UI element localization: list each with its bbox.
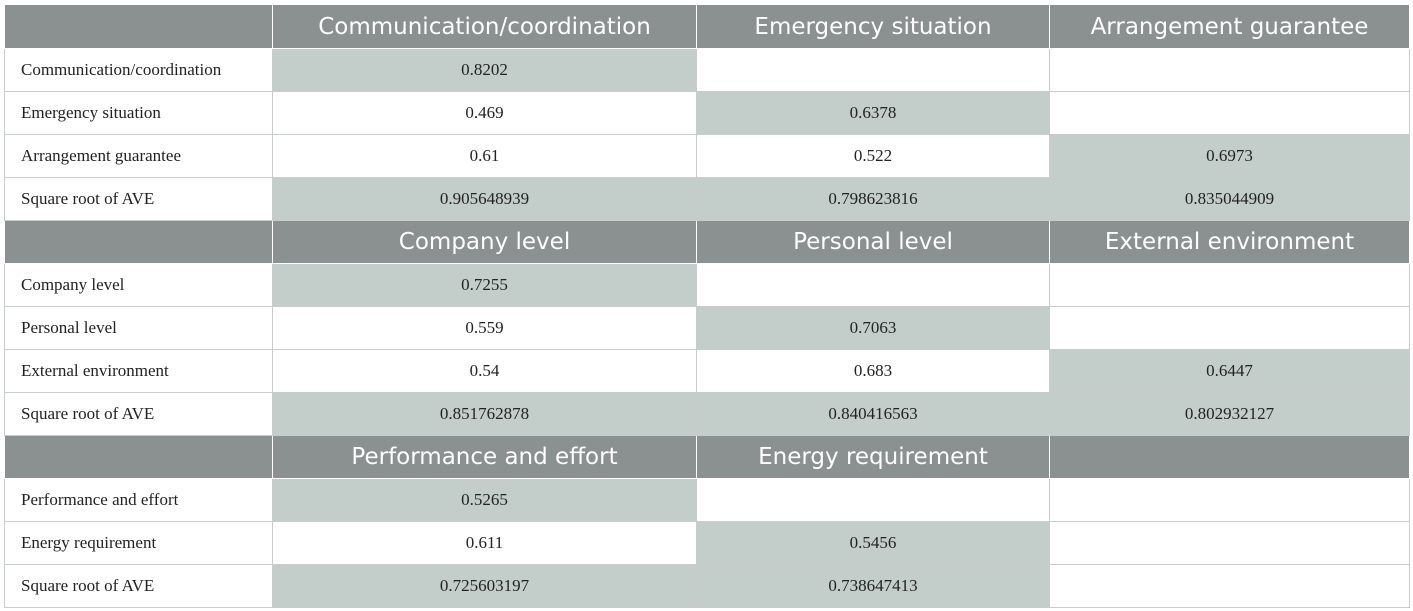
row-label: Square root of AVE — [5, 178, 273, 221]
table-cell: 0.7063 — [697, 307, 1050, 350]
header-corner-cell — [5, 221, 273, 264]
table-row — [5, 350, 1410, 393]
table-cell: 0.559 — [273, 307, 697, 350]
row-label: Communication/coordination — [5, 49, 273, 92]
table-row — [5, 178, 1410, 221]
table-row — [5, 565, 1410, 608]
table-cell: 0.851762878 — [273, 393, 697, 436]
table-row — [5, 49, 1410, 92]
table-cell: 0.798623816 — [697, 178, 1050, 221]
table-row — [5, 479, 1410, 522]
row-label: Performance and effort — [5, 479, 273, 522]
table-cell — [1050, 479, 1410, 522]
block-header-row — [5, 221, 1410, 264]
row-label: Personal level — [5, 307, 273, 350]
table-row — [5, 307, 1410, 350]
column-header — [1050, 436, 1410, 479]
table-row — [5, 522, 1410, 565]
table-cell — [697, 479, 1050, 522]
table-cell: 0.5456 — [697, 522, 1050, 565]
table-cell: 0.611 — [273, 522, 697, 565]
column-header: External environment — [1050, 221, 1410, 264]
table-cell: 0.7255 — [273, 264, 697, 307]
table-cell — [1050, 522, 1410, 565]
row-label: Energy requirement — [5, 522, 273, 565]
table-row — [5, 135, 1410, 178]
table-cell: 0.802932127 — [1050, 393, 1410, 436]
table-cell: 0.522 — [697, 135, 1050, 178]
block-header-row — [5, 436, 1410, 479]
column-header: Energy requirement — [697, 436, 1050, 479]
table-row — [5, 264, 1410, 307]
row-label: Square root of AVE — [5, 393, 273, 436]
table-cell — [1050, 307, 1410, 350]
column-header: Company level — [273, 221, 697, 264]
block-header-row — [5, 5, 1410, 49]
table-cell: 0.54 — [273, 350, 697, 393]
table-cell: 0.840416563 — [697, 393, 1050, 436]
table-cell: 0.469 — [273, 92, 697, 135]
row-label: Square root of AVE — [5, 565, 273, 608]
table-row — [5, 393, 1410, 436]
table-cell: 0.8202 — [273, 49, 697, 92]
column-header: Arrangement guarantee — [1050, 5, 1410, 49]
table-cell: 0.683 — [697, 350, 1050, 393]
table-cell — [1050, 92, 1410, 135]
row-label: External environment — [5, 350, 273, 393]
table-cell — [1050, 264, 1410, 307]
table-cell: 0.6447 — [1050, 350, 1410, 393]
column-header: Emergency situation — [697, 5, 1050, 49]
row-label: Company level — [5, 264, 273, 307]
table-cell: 0.835044909 — [1050, 178, 1410, 221]
row-label: Arrangement guarantee — [5, 135, 273, 178]
table-cell: 0.61 — [273, 135, 697, 178]
table-cell — [697, 264, 1050, 307]
row-label: Emergency situation — [5, 92, 273, 135]
table-cell: 0.6378 — [697, 92, 1050, 135]
table-cell — [697, 49, 1050, 92]
table-cell — [1050, 565, 1410, 608]
table-cell: 0.6973 — [1050, 135, 1410, 178]
table-row — [5, 92, 1410, 135]
column-header: Personal level — [697, 221, 1050, 264]
table-cell — [1050, 49, 1410, 92]
header-corner-cell — [5, 5, 273, 49]
column-header: Communication/coordination — [273, 5, 697, 49]
header-corner-cell — [5, 436, 273, 479]
table-cell: 0.905648939 — [273, 178, 697, 221]
column-header: Performance and effort — [273, 436, 697, 479]
discriminant-validity-table — [4, 4, 1410, 608]
table-cell: 0.725603197 — [273, 565, 697, 608]
table-cell: 0.5265 — [273, 479, 697, 522]
table-cell: 0.738647413 — [697, 565, 1050, 608]
